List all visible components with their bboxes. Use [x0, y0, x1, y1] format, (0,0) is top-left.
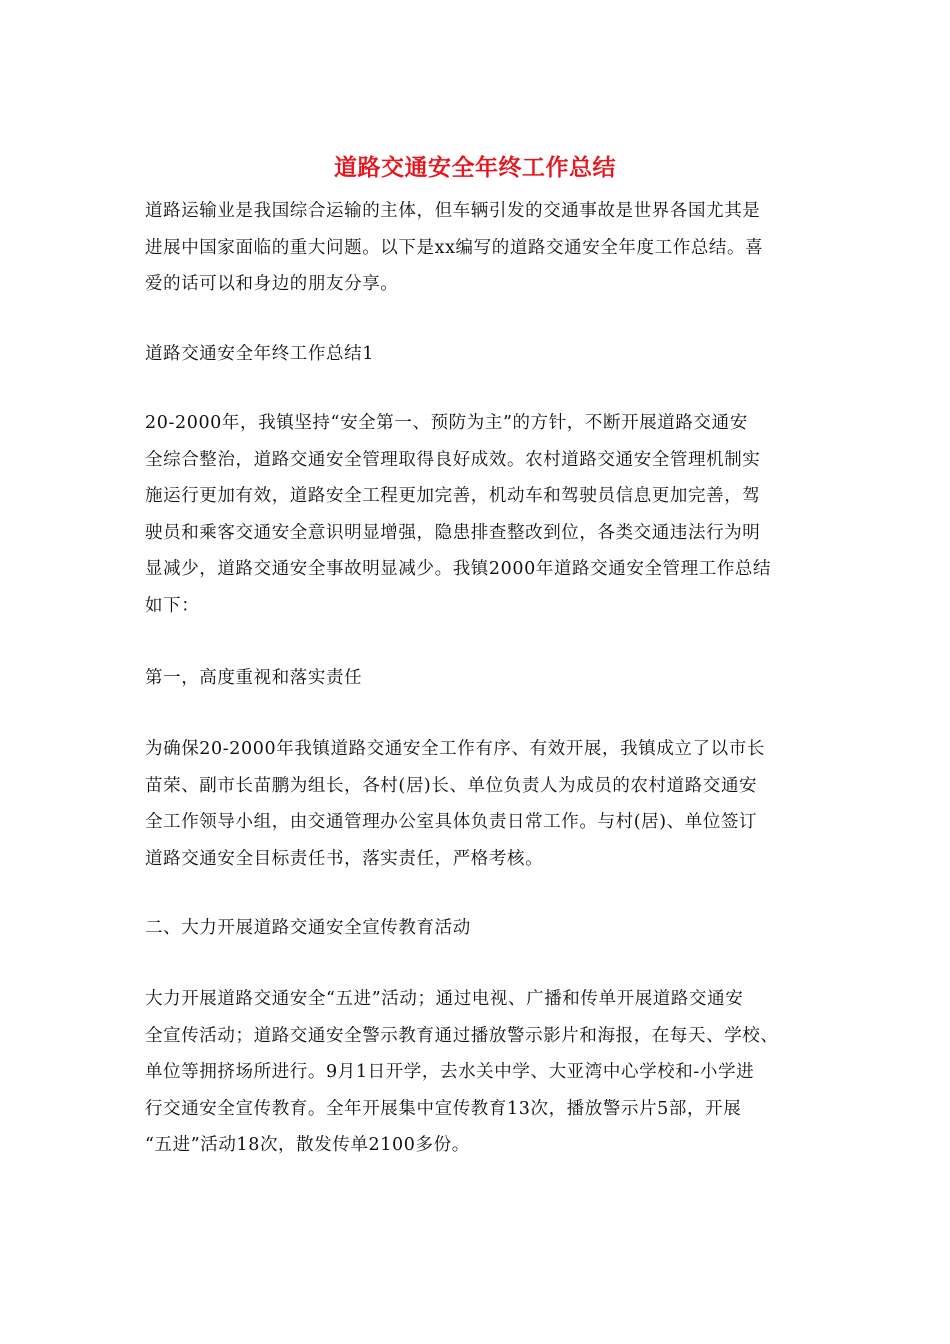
paragraph-line: 驶员和乘客交通安全意识明显增强，隐患排查整改到位，各类交通违法行为明 [145, 522, 761, 543]
document-title: 道路交通安全年终工作总结 [334, 154, 616, 181]
paragraph-line: 显减少，道路交通安全事故明显减少。我镇2000年道路交通安全管理工作总结 [145, 559, 772, 579]
paragraph-2 [145, 731, 805, 877]
intro-line: 道路运输业是我国综合运输的主体，但车辆引发的交通事故是世界各国尤其是 [145, 201, 761, 221]
intro-paragraph [145, 193, 805, 303]
paragraph-line: 行交通安全宣传教育。全年开展集中宣传教育13次，播放警示片5部，开展 [145, 1098, 742, 1119]
heading-2 [145, 910, 805, 947]
heading-text: 第一，高度重视和落实责任 [145, 668, 363, 688]
paragraph-line: 单位等拥挤场所进行。9月1日开学，去水关中学、大亚湾中心学校和-小学进 [145, 1062, 755, 1082]
paragraph-line: 苗荣、副市长苗鹏为组长，各村(居)长、单位负责人为成员的农村道路交通安 [145, 775, 758, 796]
heading-1 [145, 660, 805, 697]
subtitle-text: 道路交通安全年终工作总结1 [145, 344, 374, 364]
intro-line: 进展中国家面临的重大问题。以下是xx编写的道路交通安全年度工作总结。喜 [145, 237, 764, 258]
paragraph-1 [145, 405, 805, 624]
paragraph-3 [145, 981, 805, 1164]
intro-line: 爱的话可以和身边的朋友分享。 [145, 274, 399, 294]
paragraph-line: 施运行更加有效，道路安全工程更加完善，机动车和驾驶员信息更加完善，驾 [145, 486, 761, 506]
paragraph-line: 道路交通安全目标责任书，落实责任，严格考核。 [145, 848, 544, 869]
paragraph-line: 如下： [145, 595, 200, 616]
section-subtitle [145, 336, 805, 373]
paragraph-line: 全工作领导小组，由交通管理办公室具体负责日常工作。与村(居)、单位签订 [145, 812, 758, 832]
paragraph-line: 大力开展道路交通安全“五进”活动；通过电视、广播和传单开展道路交通安 [145, 989, 744, 1009]
paragraph-line: “五进”活动18次，散发传单2100多份。 [145, 1135, 470, 1155]
paragraph-line: 为确保20-2000年我镇道路交通安全工作有序、有效开展，我镇成立了以市长 [145, 739, 765, 759]
paragraph-line: 全宣传活动；道路交通安全警示教育通过播放警示影片和海报，在每天、学校、 [145, 1025, 779, 1046]
paragraph-line: 20-2000年，我镇坚持“安全第一、预防为主”的方针，不断开展道路交通安 [145, 413, 748, 433]
heading-text: 二、大力开展道路交通安全宣传教育活动 [145, 918, 471, 938]
paragraph-line: 全综合整治，道路交通安全管理取得良好成效。农村道路交通安全管理机制实 [145, 449, 761, 470]
